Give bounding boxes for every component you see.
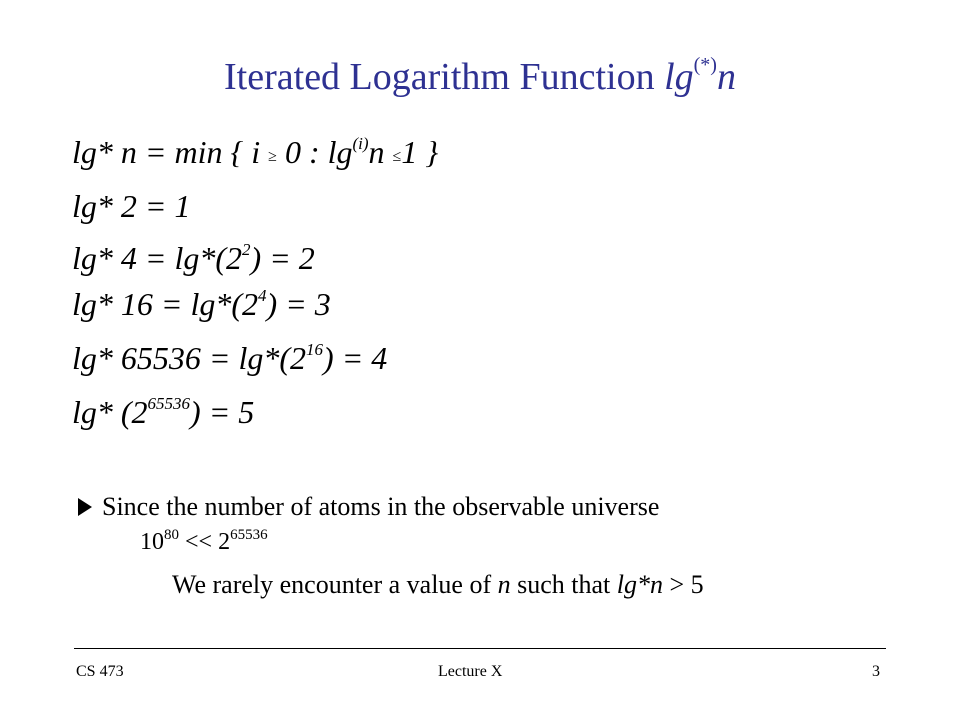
formula-superscript: 65536 bbox=[147, 394, 191, 414]
note-text: We rarely encounter a value of bbox=[172, 570, 498, 599]
formula-text: lg* 65536 = lg*(2 bbox=[72, 340, 307, 376]
note-text: such that bbox=[510, 570, 617, 599]
formula-lg-power bbox=[72, 396, 254, 428]
formula-text: lg* 4 = lg*(2 bbox=[72, 240, 243, 276]
formula-text: lg* (2 bbox=[72, 394, 148, 430]
footer-divider bbox=[74, 648, 886, 649]
formula-lg-16 bbox=[72, 288, 331, 320]
arrowhead-bullet-icon bbox=[78, 498, 92, 516]
expr-exponent: 80 bbox=[164, 527, 179, 543]
formula-lg-4 bbox=[72, 242, 315, 274]
formula-text: 0 : lg bbox=[276, 134, 353, 170]
expr-exponent: 65536 bbox=[230, 527, 268, 543]
formula-text: lg* n = min { i bbox=[72, 134, 269, 170]
footer-lecture: Lecture X bbox=[438, 663, 503, 680]
formula-lg-2 bbox=[72, 190, 190, 222]
title-variable: n bbox=[716, 56, 736, 98]
bullet-point bbox=[78, 494, 659, 520]
formula-lg-65536 bbox=[72, 342, 387, 374]
formula-text: lg* 16 = lg*(2 bbox=[72, 286, 259, 322]
note-text: > 5 bbox=[663, 570, 704, 599]
formula-superscript: (i) bbox=[352, 134, 369, 154]
geq-symbol: ≥ bbox=[268, 148, 277, 165]
title-function: lg bbox=[664, 56, 694, 98]
formula-text: ) = 3 bbox=[266, 286, 331, 322]
title-superscript: (*) bbox=[693, 54, 717, 77]
expr-operator: << 2 bbox=[179, 529, 231, 555]
footer-page-number: 3 bbox=[872, 663, 880, 680]
slide-title bbox=[0, 54, 960, 98]
formula-text: ) = 5 bbox=[190, 394, 255, 430]
note-variable: n bbox=[497, 570, 511, 599]
footer-course: CS 473 bbox=[76, 663, 124, 680]
formula-text: lg* 2 = 1 bbox=[72, 188, 191, 224]
formula-superscript: 4 bbox=[258, 286, 267, 306]
formula-text: ) = 2 bbox=[250, 240, 315, 276]
comparison-expression bbox=[140, 527, 268, 555]
note-expression: lg*n bbox=[616, 570, 664, 599]
formula-text: n bbox=[368, 134, 393, 170]
leq-symbol: ≤ bbox=[392, 148, 402, 165]
formula-text: ) = 4 bbox=[323, 340, 388, 376]
formula-definition bbox=[72, 136, 438, 168]
title-text: Iterated Logarithm Function bbox=[224, 56, 665, 98]
formula-superscript: 2 bbox=[242, 240, 251, 260]
formula-superscript: 16 bbox=[306, 340, 324, 360]
bullet-text: Since the number of atoms in the observable universe bbox=[102, 492, 660, 521]
conclusion-note bbox=[172, 572, 704, 598]
formula-text: 1 } bbox=[401, 134, 439, 170]
expr-base: 10 bbox=[140, 529, 164, 555]
